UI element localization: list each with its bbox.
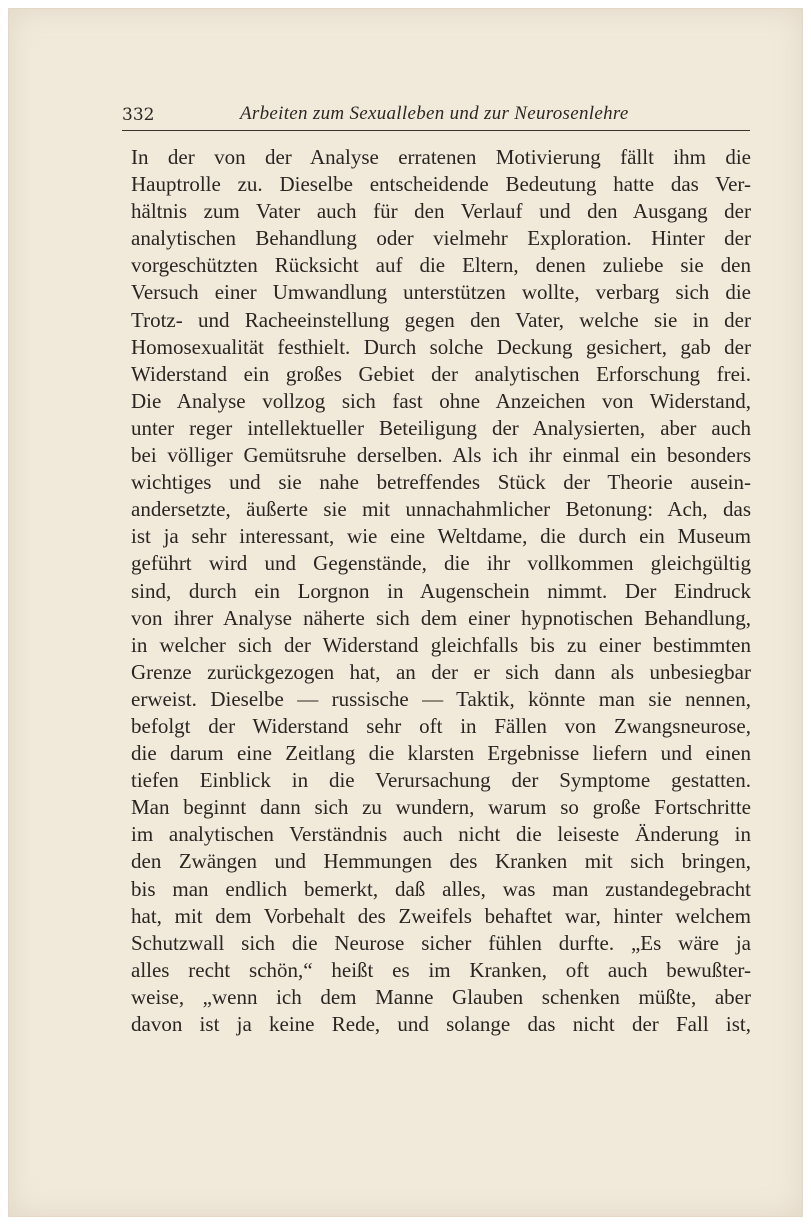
text-line: unter reger intellektueller Beteiligung der Analysierten, aber auch (131, 415, 751, 440)
text-line: bei völliger Gemütsruhe derselben. Als ich ihr einmal ein besonders (131, 443, 751, 468)
text-line: tiefen Einblick in die Verursachung der Symptome gestatten. (131, 768, 751, 793)
text-line: Grenze zurückgezogen hat, an der er sich dann als unbesiegbar (131, 659, 751, 684)
text-line: von ihrer Analyse näherte sich dem einer hypnotischen Behandlung, (131, 605, 751, 630)
body-text (131, 144, 751, 1038)
text-line: Die Analyse vollzog sich fast ohne Anzeichen von Widerstand, (131, 388, 751, 413)
text-line: im analytischen Verständnis auch nicht die leiseste Änderung in (131, 822, 751, 847)
text-line: andersetzte, äußerte sie mit unnachahmlicher Betonung: Ach, das (131, 497, 751, 522)
text-line: in welcher sich der Widerstand gleichfalls bis zu einer bestimmten (131, 632, 751, 657)
page-number: 332 (122, 105, 155, 125)
text-line: Schutzwall sich die Neurose sicher fühlen durfte. „Es wäre ja (131, 930, 751, 955)
text-line: ist ja sehr interessant, wie eine Weltdame, die durch ein Museum (131, 524, 751, 549)
text-line: wichtiges und sie nahe betreffendes Stück der Theorie ausein- (131, 470, 751, 495)
text-line: befolgt der Widerstand sehr oft in Fällen von Zwangsneurose, (131, 713, 751, 738)
text-line: erweist. Dieselbe — russische — Taktik, könnte man sie nennen, (131, 686, 751, 711)
text-line: alles recht schön,“ heißt es im Kranken, oft auch bewußter- (131, 957, 751, 982)
text-line: analytischen Behandlung oder vielmehr Exploration. Hinter der (131, 226, 751, 251)
text-line: den Zwängen und Hemmungen des Kranken mit sich bringen, (131, 849, 751, 874)
text-line: hat, mit dem Vorbehalt des Zweifels behaftet war, hinter welchem (131, 903, 751, 928)
text-line: Widerstand ein großes Gebiet der analytischen Erforschung frei. (131, 361, 751, 386)
text-line: vorgeschützten Rücksicht auf die Eltern, denen zuliebe sie den (131, 253, 751, 278)
text-line: geführt wird und Gegenstände, die ihr vollkommen gleichgültig (131, 551, 751, 576)
text-line: Hauptrolle zu. Dieselbe entscheidende Bedeutung hatte das Ver- (131, 172, 751, 197)
text-line: Versuch einer Umwandlung unterstützen wollte, verbarg sich die (131, 280, 751, 305)
header-rule (122, 130, 750, 131)
text-line: Trotz- und Racheeinstellung gegen den Vater, welche sie in der (131, 307, 751, 332)
text-line: sind, durch ein Lorgnon in Augenschein nimmt. Der Eindruck (131, 578, 751, 603)
text-line: In der von der Analyse erratenen Motivierung fällt ihm die (131, 145, 751, 169)
text-line: davon ist ja keine Rede, und solange das nicht der Fall ist, (131, 1012, 751, 1036)
text-line: Man beginnt dann sich zu wundern, warum so große Fortschritte (131, 795, 751, 820)
text-line: die darum eine Zeitlang die klarsten Ergebnisse liefern und einen (131, 741, 751, 766)
text-line: weise, „wenn ich dem Manne Glauben schenken müßte, aber (131, 984, 751, 1009)
running-title: Arbeiten zum Sexualleben und zur Neurosenlehre (240, 103, 629, 124)
text-line: Homosexualität festhielt. Durch solche Deckung gesichert, gab der (131, 334, 751, 359)
text-line: hältnis zum Vater auch für den Verlauf und den Ausgang der (131, 199, 751, 224)
text-line: bis man endlich bemerkt, daß alles, was man zustandegebracht (131, 876, 751, 901)
